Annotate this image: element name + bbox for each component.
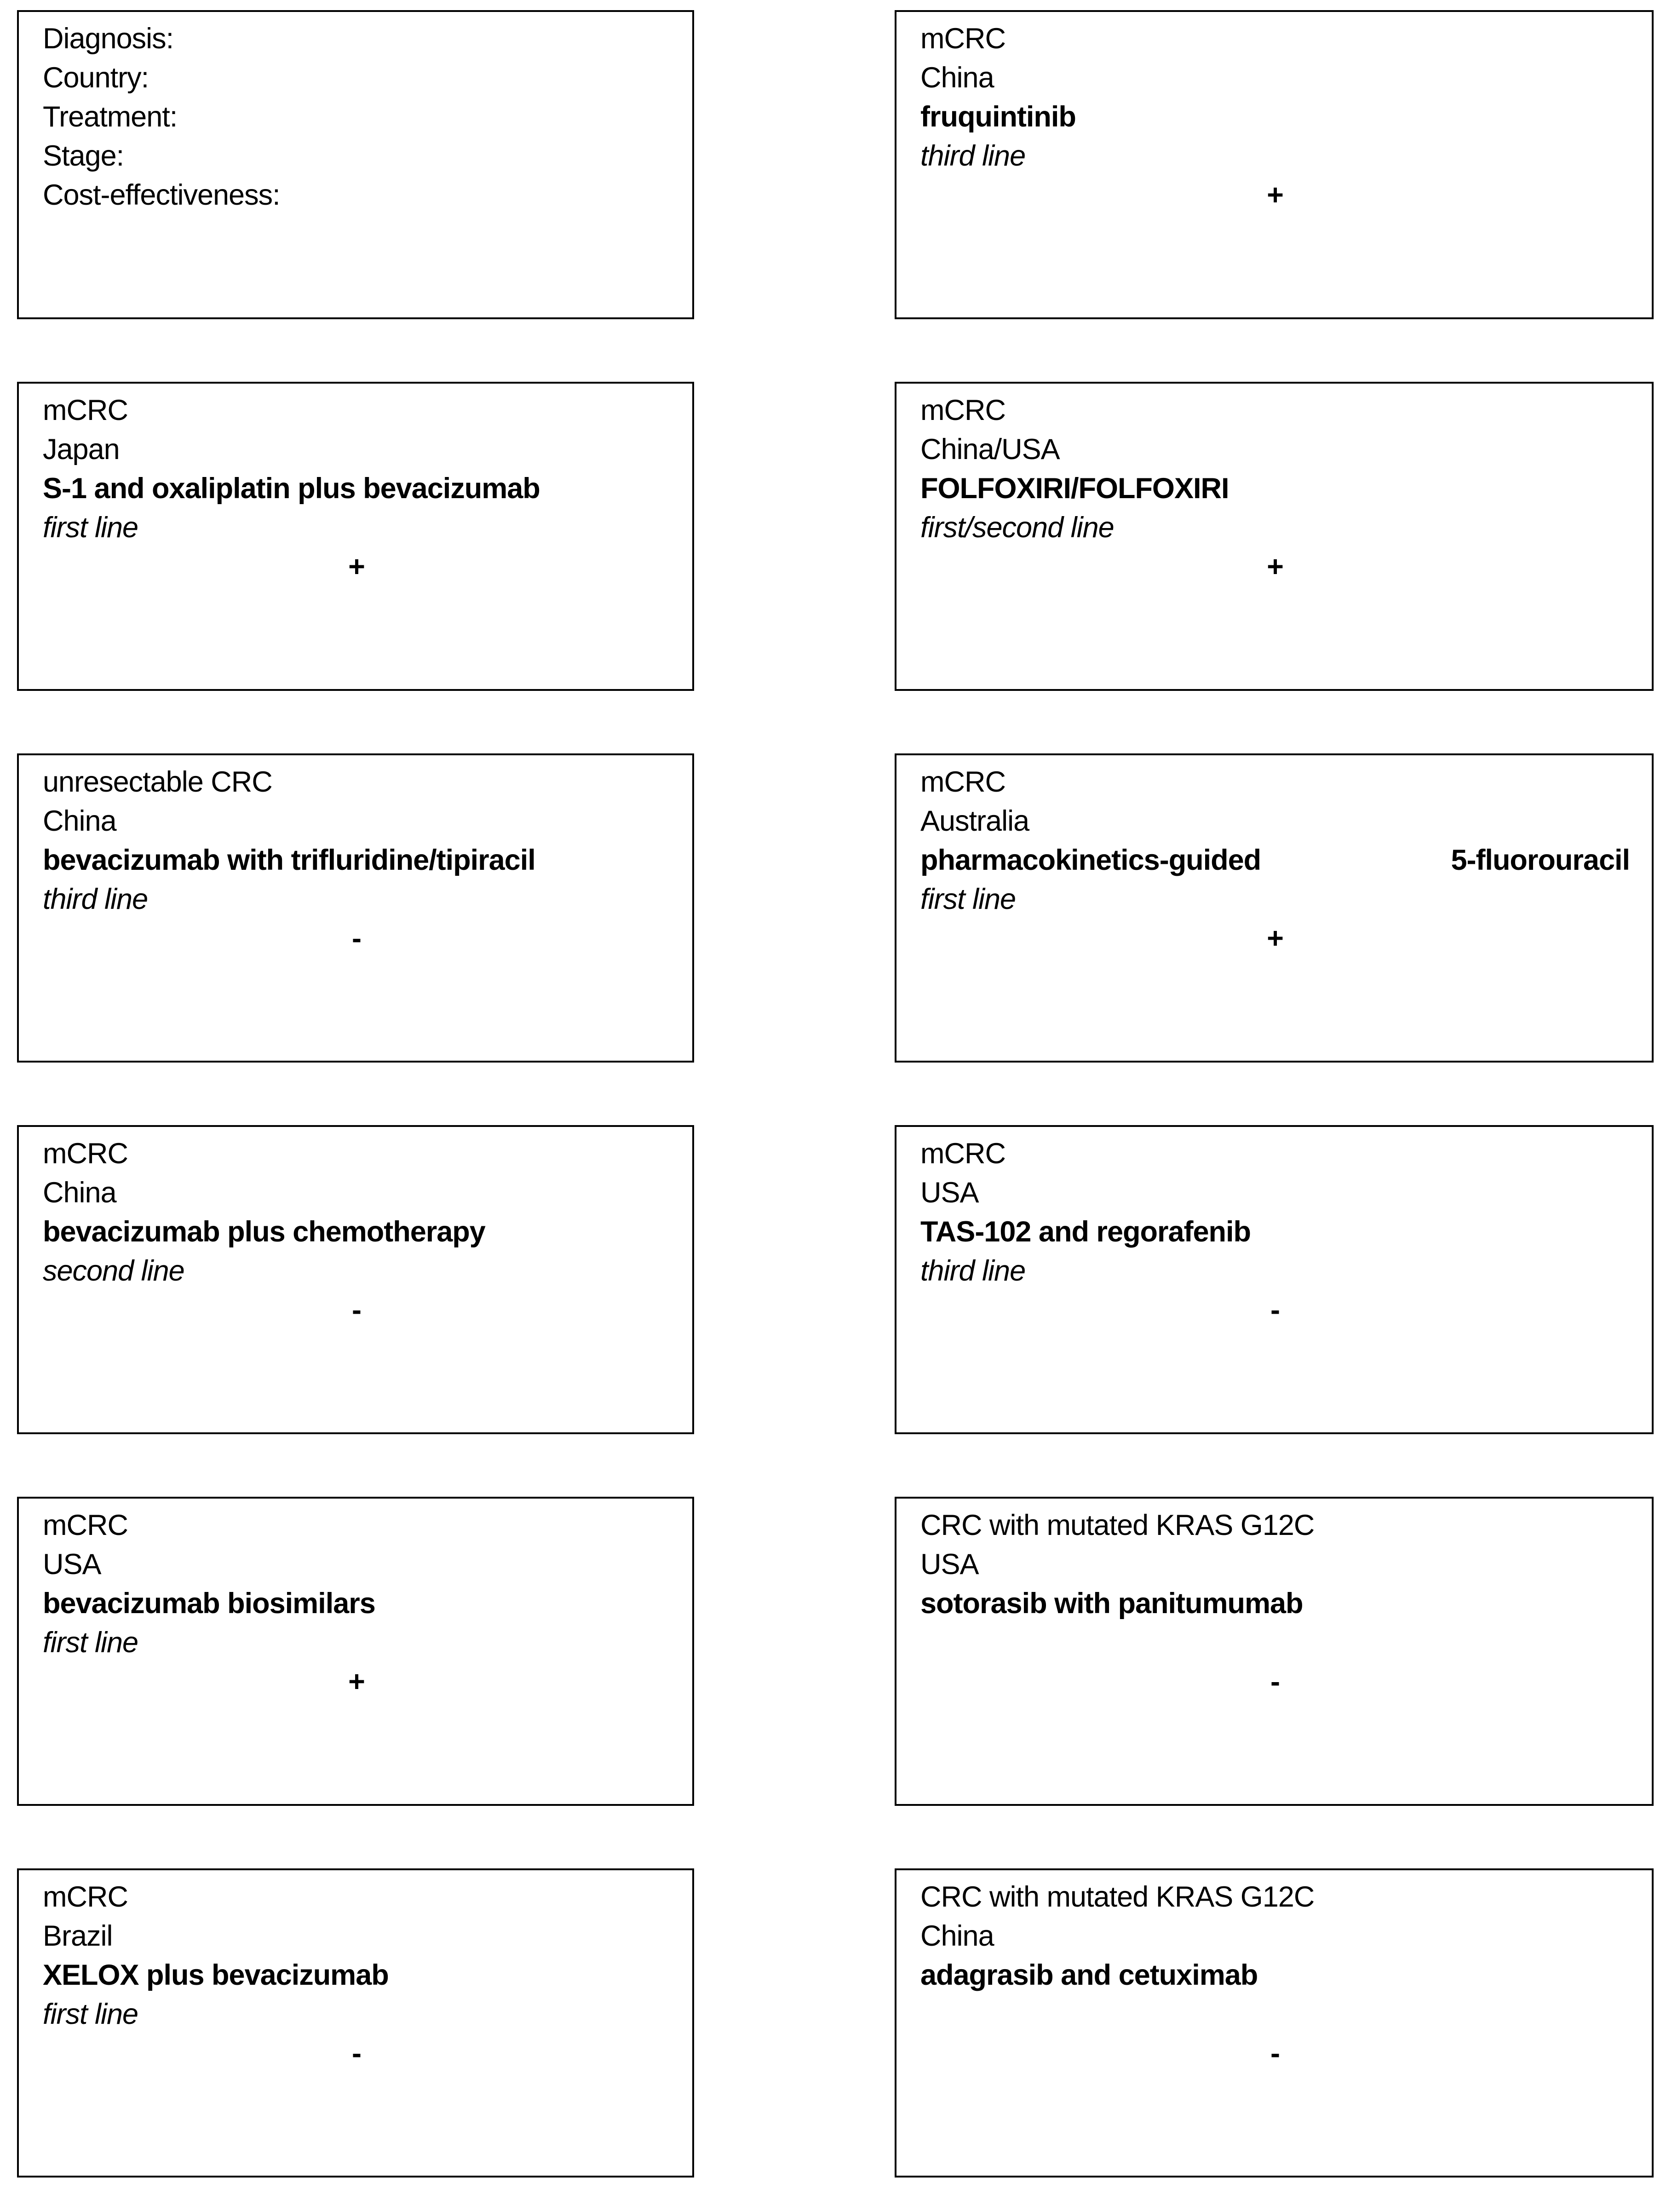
figure-row-3 <box>17 753 1672 1063</box>
cost-effectiveness-sign: + <box>1267 179 1283 211</box>
figure-row-1 <box>17 10 1672 319</box>
diagnosis-text: CRC with mutated KRAS G12C <box>920 1881 1315 1913</box>
diagnosis-text: CRC with mutated KRAS G12C <box>920 1509 1315 1541</box>
cost-effectiveness-sign: - <box>1270 2037 1280 2069</box>
diagnosis-text: mCRC <box>920 1138 1005 1170</box>
treatment-text <box>920 841 1630 880</box>
treatment-text: bevacizumab plus chemotherapy <box>43 1216 485 1248</box>
country-text: Australia <box>920 805 1029 837</box>
diagnosis-text: mCRC <box>43 394 128 426</box>
study-card-tas102-regorafenib <box>895 1125 1654 1434</box>
treatment-text: bevacizumab with trifluridine/tipiracil <box>43 844 535 876</box>
study-card-bevacizumab-chemotherapy <box>17 1125 694 1434</box>
study-card-pk-guided-5fu <box>895 753 1654 1063</box>
study-card-s1-oxaliplatin-bevacizumab <box>17 382 694 691</box>
cost-effectiveness-sign: + <box>348 1666 365 1698</box>
legend-diagnosis-label: Diagnosis: <box>43 23 174 55</box>
figure-row-4 <box>17 1125 1672 1434</box>
stage-text: second line <box>43 1255 184 1287</box>
country-text: Brazil <box>43 1920 113 1952</box>
legend-cost-effectiveness-label: Cost-effectiveness: <box>43 179 280 211</box>
diagnosis-text: mCRC <box>920 394 1005 426</box>
study-card-sotorasib-panitumumab <box>895 1497 1654 1806</box>
country-text: China <box>920 62 994 94</box>
country-text: China <box>920 1920 994 1952</box>
diagnosis-text: mCRC <box>43 1509 128 1541</box>
cost-effectiveness-sign: - <box>352 2037 361 2069</box>
country-text: USA <box>43 1548 101 1580</box>
treatment-text: FOLFOXIRI/FOLFOXIRI <box>920 472 1229 505</box>
stage-text: third line <box>920 140 1026 172</box>
country-text: China <box>43 1177 116 1209</box>
stage-text <box>920 1995 1630 2034</box>
study-card-fruquintinib <box>895 10 1654 319</box>
legend-treatment-label: Treatment: <box>43 101 178 133</box>
cost-effectiveness-sign: + <box>1267 551 1283 583</box>
study-card-folfoxiri <box>895 382 1654 691</box>
study-card-bevacizumab-biosimilars <box>17 1497 694 1806</box>
stage-text: first/second line <box>920 511 1114 544</box>
treatment-text-right: 5-fluorouracil <box>1451 844 1630 876</box>
treatment-text: fruquintinib <box>920 101 1076 133</box>
treatment-text: adagrasib and cetuximab <box>920 1959 1258 1991</box>
stage-text: first line <box>43 1998 138 2030</box>
stage-text: third line <box>920 1255 1026 1287</box>
treatment-text: TAS-102 and regorafenib <box>920 1216 1251 1248</box>
study-card-bevacizumab-trifluridine-tipiracil <box>17 753 694 1063</box>
treatment-text: XELOX plus bevacizumab <box>43 1959 389 1991</box>
diagnosis-text: mCRC <box>920 23 1005 55</box>
stage-text: third line <box>43 883 148 915</box>
study-card-xelox-bevacizumab <box>17 1868 694 2178</box>
cost-effectiveness-sign: + <box>348 551 365 583</box>
legend-card <box>17 10 694 319</box>
legend-country-label: Country: <box>43 62 149 94</box>
treatment-text: sotorasib with panitumumab <box>920 1587 1303 1620</box>
diagnosis-text: mCRC <box>43 1138 128 1170</box>
figure-row-5 <box>17 1497 1672 1806</box>
stage-text: first line <box>43 511 138 544</box>
stage-text: first line <box>920 883 1016 915</box>
diagnosis-text: unresectable CRC <box>43 766 272 798</box>
country-text: China/USA <box>920 433 1060 465</box>
country-text: USA <box>920 1177 979 1209</box>
country-text: USA <box>920 1548 979 1580</box>
cost-effectiveness-sign: - <box>1270 1294 1280 1326</box>
cost-effectiveness-sign: + <box>1267 922 1283 954</box>
cost-effectiveness-sign: - <box>352 1294 361 1326</box>
figure-row-6 <box>17 1868 1672 2178</box>
treatment-text: bevacizumab biosimilars <box>43 1587 375 1620</box>
study-card-adagrasib-cetuximab <box>895 1868 1654 2178</box>
treatment-text: S-1 and oxaliplatin plus bevacizumab <box>43 472 540 505</box>
diagnosis-text: mCRC <box>920 766 1005 798</box>
cost-effectiveness-sign: - <box>1270 1666 1280 1698</box>
cost-effectiveness-sign: - <box>352 922 361 954</box>
stage-text <box>920 1623 1630 1662</box>
diagnosis-text: mCRC <box>43 1881 128 1913</box>
country-text: Japan <box>43 433 120 465</box>
treatment-text-left: pharmacokinetics-guided <box>920 844 1261 876</box>
legend-stage-label: Stage: <box>43 140 124 172</box>
country-text: China <box>43 805 116 837</box>
stage-text: first line <box>43 1626 138 1659</box>
figure-row-2 <box>17 382 1672 691</box>
